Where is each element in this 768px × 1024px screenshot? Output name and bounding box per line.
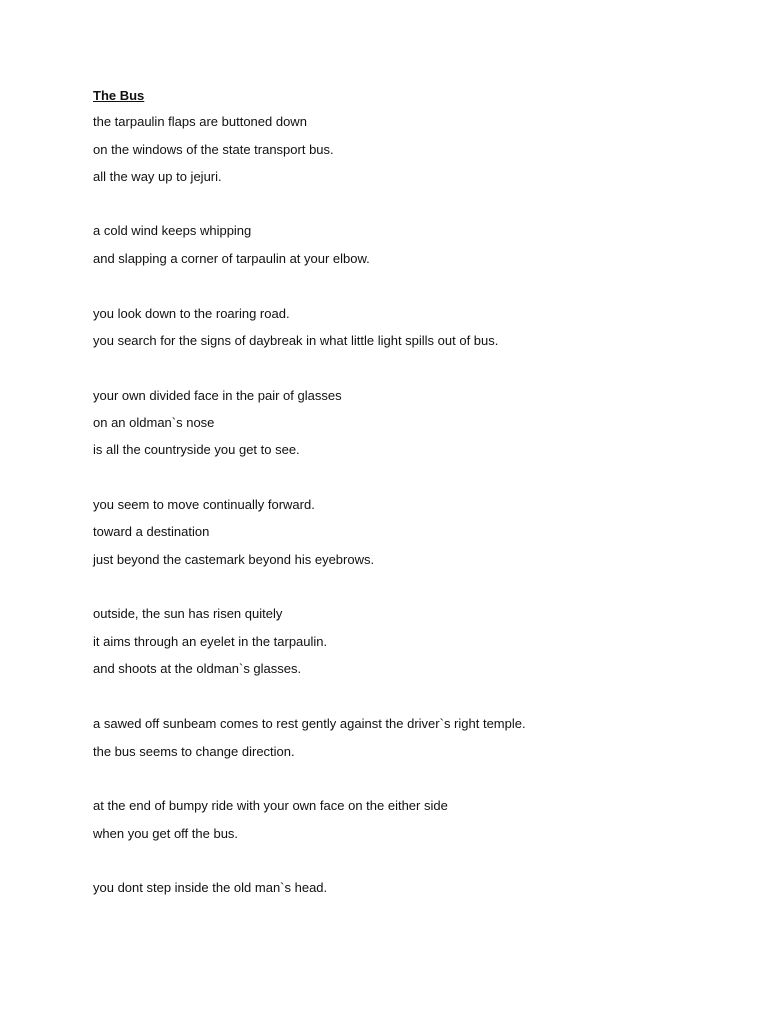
poem-line: the bus seems to change direction. [93, 744, 295, 759]
poem-line: on the windows of the state transport bus. [93, 142, 334, 157]
poem-line: at the end of bumpy ride with your own face on the either side [93, 798, 448, 813]
poem-line: when you get off the bus. [93, 826, 239, 841]
poem-line: all the way up to jejuri. [93, 169, 222, 184]
poem-line: you search for the signs of daybreak in what little light spills out of bus. [93, 333, 499, 348]
poem-line: a cold wind keeps whipping [93, 223, 252, 238]
poem-line: a sawed off sunbeam comes to rest gently against the driver`s right temple. [93, 716, 526, 731]
poem-line: is all the countryside you get to see. [93, 442, 300, 457]
poem-line: your own divided face in the pair of glasses [93, 388, 342, 403]
poem-title: The Bus [93, 88, 145, 103]
poem-line: toward a destination [93, 524, 210, 539]
poem-line: you seem to move continually forward. [93, 497, 315, 512]
poem-line: on an oldman`s nose [93, 415, 215, 430]
poem-line: you dont step inside the old man`s head. [93, 880, 328, 895]
poem-line: outside, the sun has risen quitely [93, 606, 283, 621]
poem-line: you look down to the roaring road. [93, 306, 290, 321]
poem-line: and slapping a corner of tarpaulin at your elbow. [93, 251, 370, 266]
poem-line: it aims through an eyelet in the tarpaulin. [93, 634, 328, 649]
poem-line: and shoots at the oldman`s glasses. [93, 661, 302, 676]
poem-line: just beyond the castemark beyond his eyebrows. [93, 552, 375, 567]
poem-line: the tarpaulin flaps are buttoned down [93, 114, 307, 129]
